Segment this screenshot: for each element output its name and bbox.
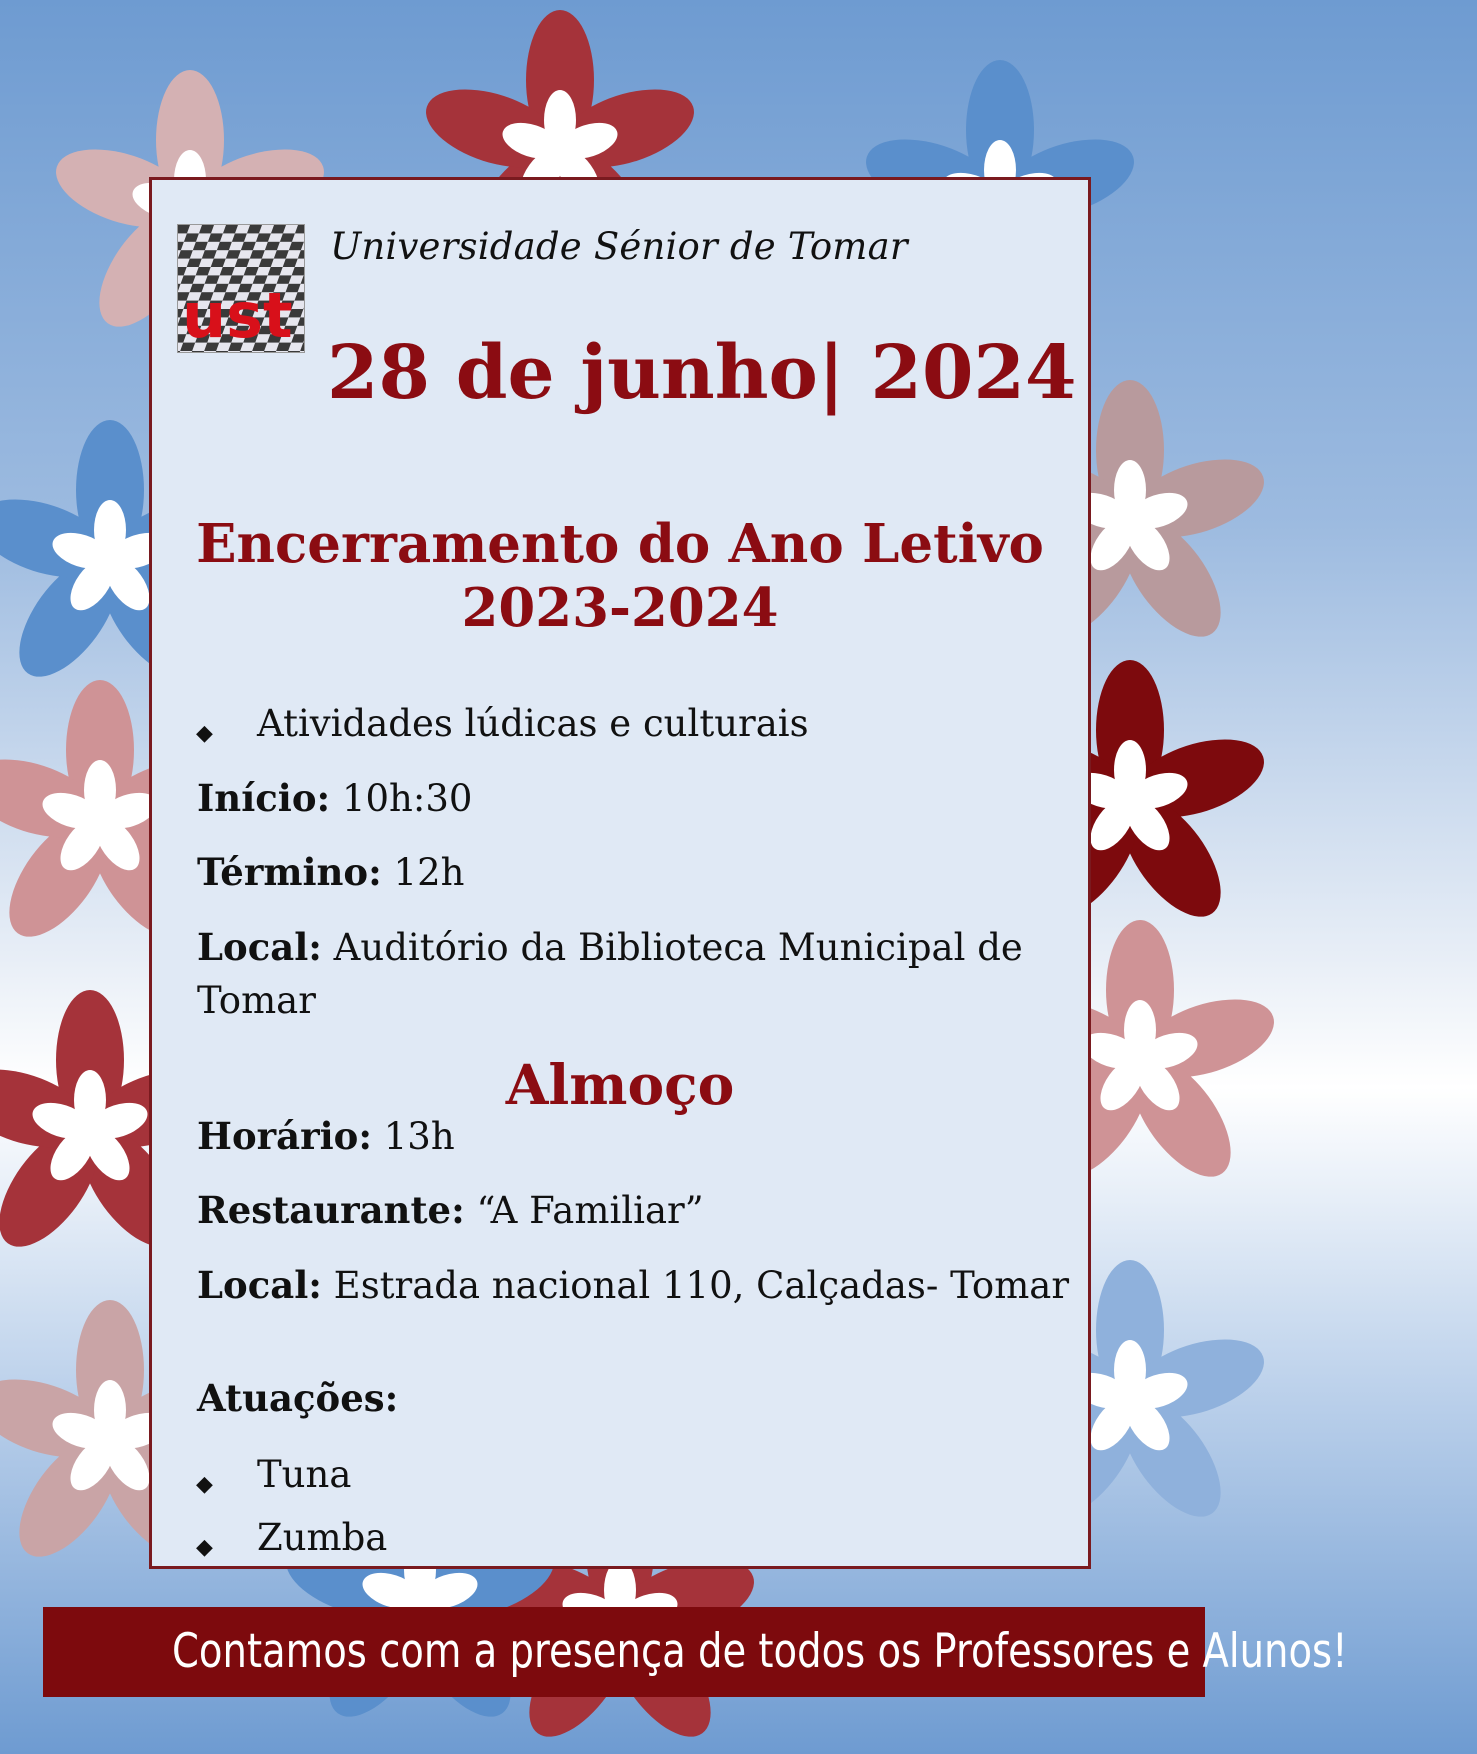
event-title-year: 2023-2024 (461, 577, 779, 639)
restaurant-location-value: Estrada nacional 110, Calçadas- Tomar (321, 1264, 1070, 1307)
restaurant-location-row (197, 1263, 1069, 1307)
diamond-bullet-icon: ◆ (196, 1472, 213, 1497)
venue-row (197, 925, 1023, 969)
end-label: Término: (197, 850, 382, 894)
venue-row-continued: Tomar (197, 979, 316, 1022)
banner-text: Contamos com a presença de todos os Professores e Alunos! (172, 1624, 1348, 1679)
diamond-bullet-icon: ◆ (196, 721, 213, 746)
restaurant-label: Restaurante: (197, 1188, 465, 1232)
start-value: 10h:30 (330, 777, 473, 820)
lunch-time-label: Horário: (197, 1114, 372, 1158)
start-time-row (197, 776, 472, 820)
logo-lettering: ust (182, 279, 293, 352)
activity-item: Atividades lúdicas e culturais (257, 702, 809, 745)
lunch-time-value: 13h (372, 1115, 455, 1158)
performance-item: Tuna (257, 1453, 352, 1496)
invitation-banner (43, 1607, 1348, 1697)
performances-label: Atuações: (197, 1376, 399, 1420)
start-label: Início: (197, 776, 331, 820)
performances-heading (197, 1376, 398, 1420)
venue-value: Auditório da Biblioteca Municipal de (321, 926, 1023, 969)
restaurant-value: “A Familiar” (464, 1189, 704, 1232)
end-value: 12h (381, 851, 465, 894)
lunch-heading: Almoço (505, 1052, 735, 1117)
ust-logo (177, 224, 305, 353)
lunch-time-row (197, 1114, 455, 1158)
performance-item: Zumba (257, 1516, 388, 1559)
event-title: Encerramento do Ano Letivo (196, 513, 1044, 575)
institution-name: Universidade Sénior de Tomar (330, 225, 908, 268)
restaurant-location-label: Local: (197, 1263, 322, 1307)
restaurant-row (197, 1188, 704, 1232)
event-date: 28 de junho| 2024 (327, 330, 1077, 416)
diamond-bullet-icon: ◆ (196, 1535, 213, 1560)
event-card (149, 177, 1091, 1569)
end-time-row (197, 850, 464, 894)
venue-label: Local: (197, 925, 322, 969)
